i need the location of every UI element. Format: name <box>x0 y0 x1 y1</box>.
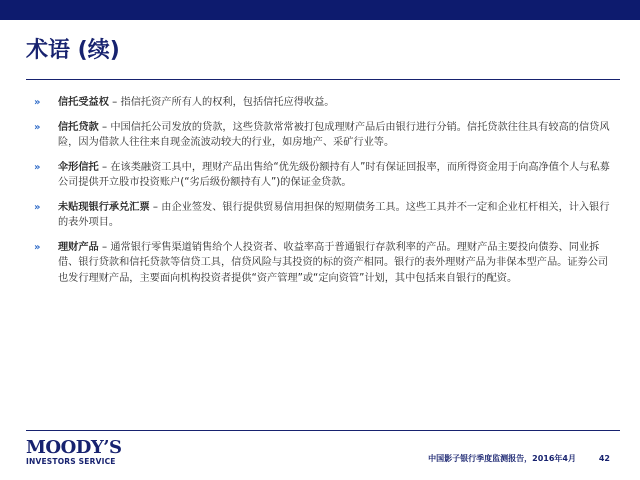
moodys-logo <box>26 439 122 467</box>
term-name: 理财产品 <box>58 241 99 253</box>
term-definition: – 中国信托公司发放的贷款，这些贷款常常被打包成理财产品后由银行进行分销。信托贷款往往具有较高的信贷风险，因为借款人往往来自现金流波动较大的行业，如房地产、采矿行业等。 <box>58 121 610 148</box>
term-definition: – 通常银行零售渠道销售给个人投资者、收益率高于普通银行存款利率的产品。理财产品主要投向债券、同业拆借、银行贷款和信托贷款等信贷工具，信贷风险与其投资的标的资产相同。银行的表外理财产品为非保本型产品。证券公司也发行理财产品，主要面向机构投资者提供“资产管理”或“定向资管”计划，其中包括来自银行的配资。 <box>58 241 609 284</box>
term-name: 未贴现银行承兑汇票 <box>58 201 150 213</box>
term-definition: – 指信托资产所有人的权利，包括信托应得收益。 <box>108 97 335 108</box>
report-title: 中国影子银行季度监测报告，2016年4月 <box>428 454 576 463</box>
bullet-icon: » <box>34 97 41 108</box>
glossary-list <box>34 95 618 295</box>
top-banner <box>0 0 640 20</box>
page-number: 42 <box>598 454 610 463</box>
logo-wordmark: MOODY’S <box>26 437 122 458</box>
footer-divider <box>26 430 620 431</box>
term-definition: – 由企业签发、银行提供贸易信用担保的短期债务工具。这些工具并不一定和企业杠杆相关，计入银行的表外项目。 <box>58 201 610 228</box>
bullet-icon: » <box>34 121 41 133</box>
glossary-item <box>34 160 618 191</box>
term-name: 信托受益权 <box>58 97 109 108</box>
glossary-item <box>34 200 618 231</box>
glossary-item <box>34 95 618 111</box>
glossary-item <box>34 120 618 151</box>
glossary-item <box>34 240 618 287</box>
term-name: 伞形信托 <box>58 161 99 173</box>
term-definition: – 在该类融资工具中，理财产品出售给“优先级份额持有人”时有保证回报率，而所得资金用于向高净值个人与私募公司提供开立股市投资账户(“劣后级份额持有人”)的保证金贷款。 <box>58 161 610 188</box>
page-title: 术语 (续) <box>26 38 120 63</box>
title-divider <box>26 79 620 80</box>
bullet-icon: » <box>34 241 41 253</box>
bullet-icon: » <box>34 161 41 173</box>
bullet-icon: » <box>34 201 41 213</box>
logo-subtitle: INVESTORS SERVICE <box>26 457 116 466</box>
term-name: 信托贷款 <box>58 121 99 133</box>
